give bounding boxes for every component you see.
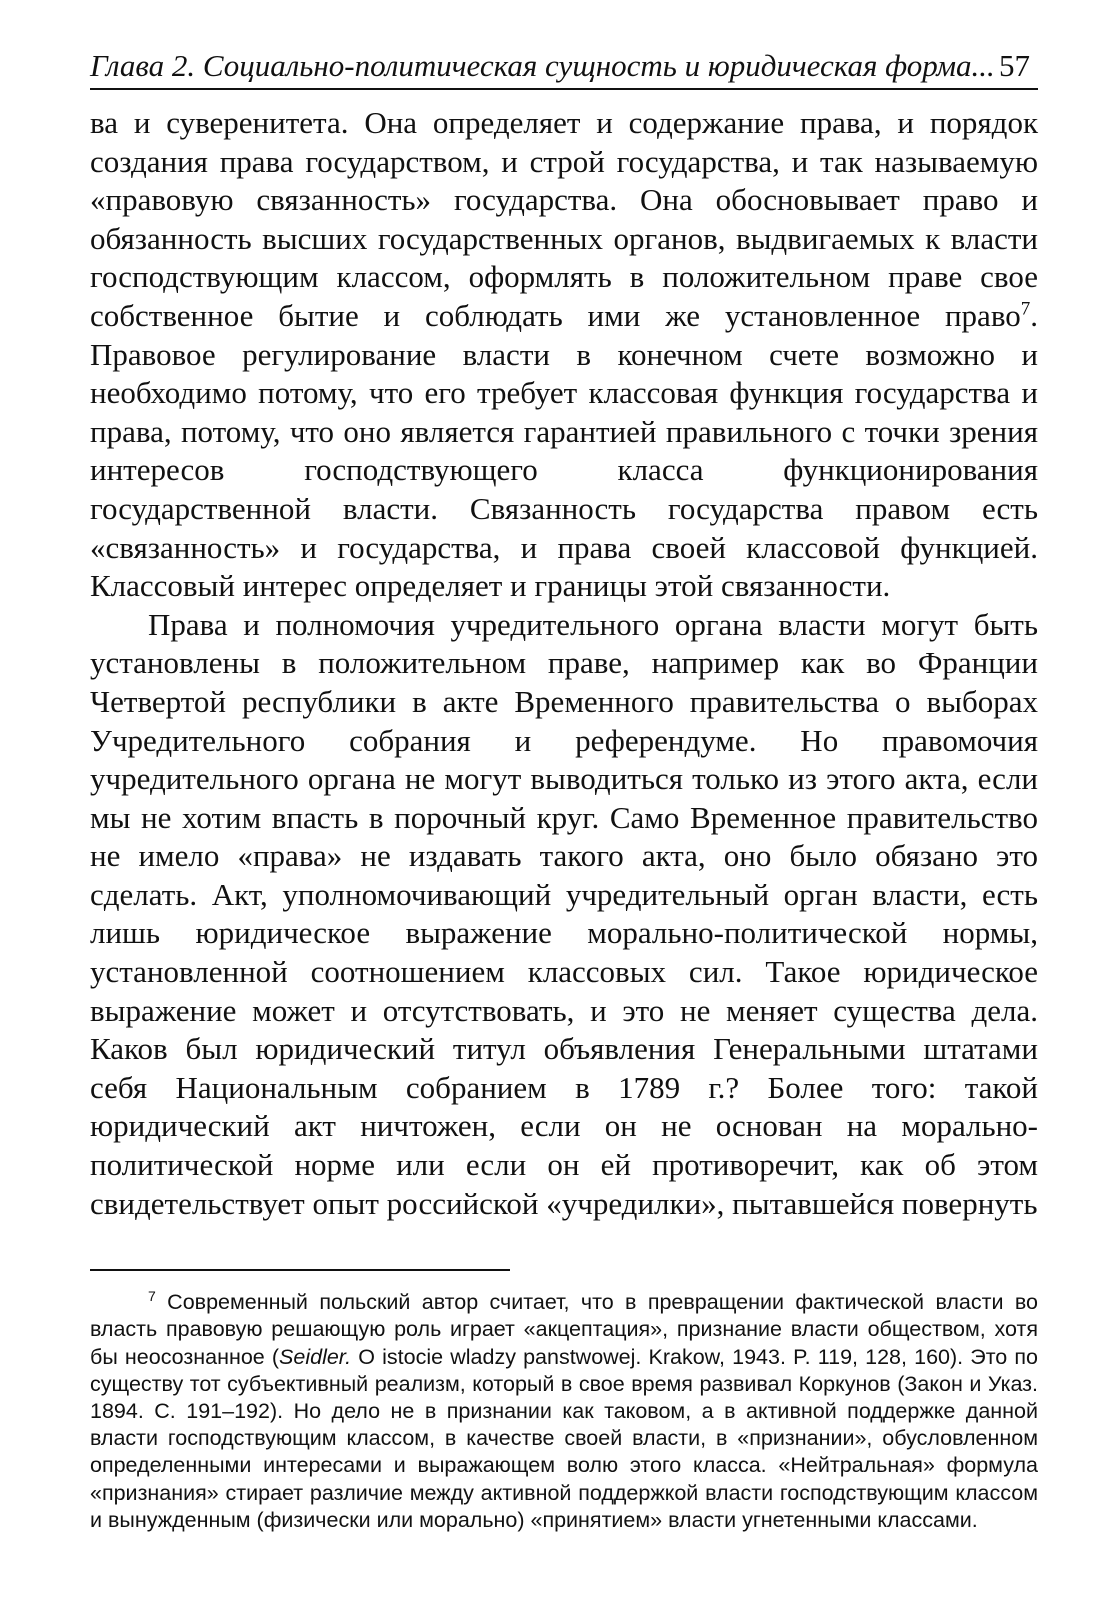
footnote-text-b: O istocie wladzy panstwowej. Krakow, 1943. P. 119, 128, 160). Это по существу тот субъективный реализм, который в свое время развивал Коркунов (Закон и Указ. 1894. С. 191–192). Но дело не в признании как таковом, а в активной поддержке данной власти господствующим классом, в качестве своей власти, в «признании», обусловленном определенными интересами и выражающем волю этого класса. «Нейтральная» формула «признания» стирает различие между активной поддержкой власти господствующим классом и вынужденным (физически или морально) «принятием» власти угнетенными классами.: [90, 1344, 1038, 1532]
main-text: [90, 104, 1038, 1223]
footnote-marker: 7: [148, 1288, 156, 1305]
footnote-author: Seidler.: [279, 1344, 352, 1369]
footnote: [90, 1289, 1038, 1534]
book-page: [90, 40, 1038, 1534]
footnote-separator: [90, 1269, 510, 1271]
footnote-text-a: Современный польский автор считает, что в превращении фактической власти во власть правовую решающую роль играет «акцептация», признание власти обществом, хотя бы неосознанное (: [90, 1290, 1038, 1369]
paragraph-2: Права и полномочия учредительного органа власти могут быть установлены в положительном праве, например как во Франции Четвертой республики в акте Временного правительства о выборах Учредительного собрания и референдуме. Но правомочия учредительного органа не могут выводиться только из этого акта, если мы не хотим впасть в порочный круг. Само Временное правительство не имело «права» не издавать такого акта, оно было обязано это сделать. Акт, уполномочивающий учредительный орган власти, есть лишь юридическое выражение морально-политической нормы, установленной соотношением классовых сил. Такое юридическое выражение может и отсутствовать, и это не меняет существа дела. Каков был юридический титул объявления Генеральными штатами себя Национальным собранием в 1789 г.? Более того: такой юридический акт ничтожен, если он не основан на морально-политической норме или если он ей противоречит, как об этом свидетельствует опыт российской «учредилки», пытавшейся повернуть: [90, 606, 1038, 1221]
footnote-reference[interactable]: 7: [1020, 298, 1031, 320]
chapter-title: Глава 2. Социально-политическая сущность и юридическая форма...: [90, 48, 995, 83]
paragraph-1: [90, 104, 1038, 606]
page-number: 57: [999, 48, 1030, 83]
running-header: [90, 40, 1038, 90]
paragraph-1-part-a: ва и суверенитета. Она определяет и содержание права, и порядок создания права государством, и строй государства, и так называемую «правовую связанность» государства. Она обосновывает право и обязанность высших государственных органов, выдвигаемых к власти господствующим классом, оформлять в положительном праве свое собственное бытие и соблюдать ими же установленное право: [90, 105, 1038, 333]
paragraph-1-part-b: . Правовое регулирование власти в конечном счете возможно и необходимо потому, что его требует классовая функция государства и права, потому, что оно является гарантией правильного с точки зрения интересов господствующего класса функционирования государственной власти. Связанность государства правом есть «связанность» и государства, и права своей классовой функцией. Классовый интерес определяет и границы этой связанности.: [90, 297, 1038, 604]
